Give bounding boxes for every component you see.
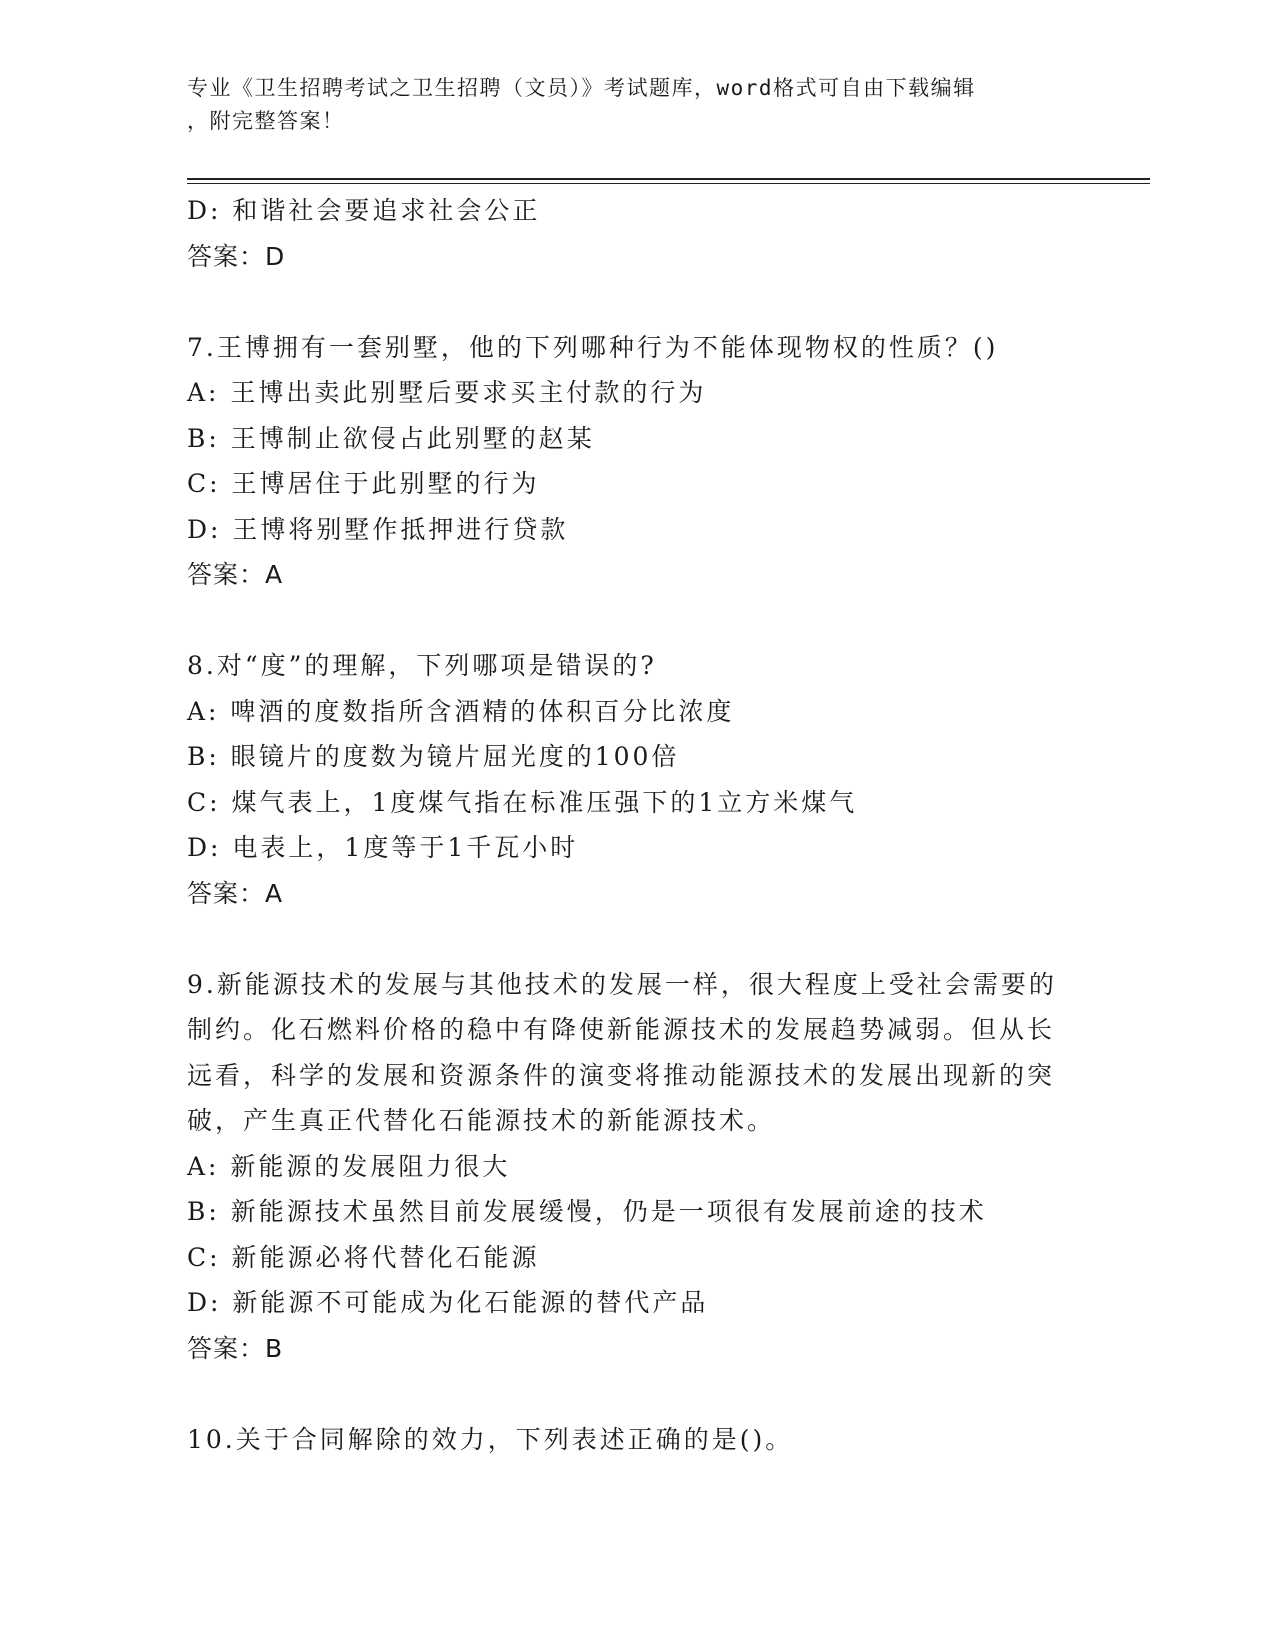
header-rule-thick — [187, 178, 1150, 180]
option-d: D: 新能源不可能成为化石能源的替代产品 — [187, 1288, 709, 1317]
option-c: C: 煤气表上，1度煤气指在标准压强下的1立方米煤气 — [187, 787, 858, 817]
question-text: 8.对“度”的理解，下列哪项是错误的? — [187, 651, 657, 680]
answer: 答案：D — [187, 241, 286, 271]
option-b: B: 王博制止欲侵占此别墅的赵某 — [187, 423, 595, 453]
option-b: B: 新能源技术虽然目前发展缓慢，仍是一项很有发展前途的技术 — [187, 1197, 987, 1226]
question-text: 7.王博拥有一套别墅，他的下列哪种行为不能体现物权的性质？() — [187, 332, 999, 362]
option-a: A: 王博出卖此别墅后要求买主付款的行为 — [187, 378, 707, 407]
question-7 — [187, 325, 1067, 598]
option-d: D: 王博将别墅作抵押进行贷款 — [187, 514, 569, 544]
spacer — [187, 916, 1067, 962]
header-rule-thin — [187, 183, 1150, 184]
option-b: B: 眼镜片的度数为镜片屈光度的100倍 — [187, 742, 680, 771]
spacer — [187, 1371, 1067, 1417]
header-line-2: ，附完整答案！ — [187, 109, 345, 133]
option-c: C: 新能源必将代替化石能源 — [187, 1242, 540, 1272]
question-text: 9.新能源技术的发展与其他技术的发展一样，很大程度上受社会需要的制约。化石燃料价格的稳中有降使新能源技术的发展趋势减弱。但从长远看，科学的发展和资源条件的演变将推动能源技术的发展出现新的突破，产生真正代替化石能源技术的新能源技术。 — [187, 969, 1057, 1135]
answer: 答案：A — [187, 560, 284, 589]
question-6-tail — [187, 188, 1067, 279]
answer: 答案：A — [187, 878, 284, 908]
question-9 — [187, 962, 1067, 1372]
option-a: A: 啤酒的度数指所含酒精的体积百分比浓度 — [187, 696, 735, 726]
option-c: C: 王博居住于此别墅的行为 — [187, 469, 540, 498]
option-a: A: 新能源的发展阻力很大 — [187, 1151, 511, 1181]
spacer — [187, 279, 1067, 325]
document-body — [187, 188, 1067, 1462]
question-10 — [187, 1417, 1067, 1463]
document-header — [187, 72, 1087, 138]
answer: 答案：B — [187, 1333, 284, 1363]
question-text: 10.关于合同解除的效力，下列表述正确的是()。 — [187, 1424, 794, 1454]
option-d: D: 电表上，1度等于1千瓦小时 — [187, 833, 579, 862]
option-d: D: 和谐社会要追求社会公正 — [187, 196, 541, 225]
header-line-1: 专业《卫生招聘考试之卫生招聘（文员）》考试题库，word格式可自由下载编辑 — [187, 76, 976, 100]
question-8 — [187, 643, 1067, 916]
spacer — [187, 598, 1067, 644]
